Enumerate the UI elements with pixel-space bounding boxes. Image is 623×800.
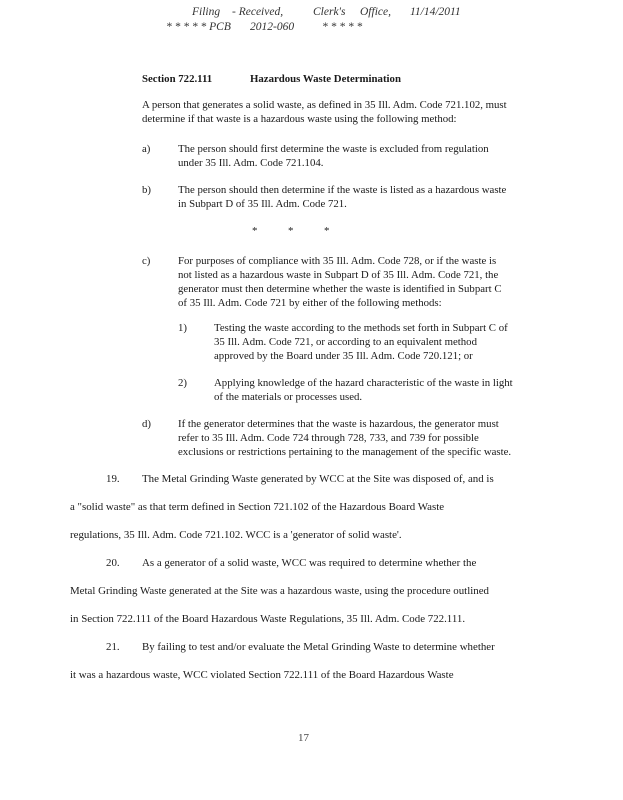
paragraph-19-line-2: a "solid waste" as that term defined in Section 721.102 of the Hazardous Board Waste bbox=[70, 501, 445, 513]
item-b-line-1: The person should then determine if the waste is listed as a hazardous waste bbox=[178, 184, 507, 196]
stamp-clerks: Clerk's bbox=[313, 6, 346, 18]
paragraph-21-number: 21. bbox=[106, 641, 120, 653]
item-c-line-3: generator must then determine whether the waste is identified in Subpart C bbox=[178, 283, 502, 295]
item-a-line-1: The person should first determine the waste is excluded from regulation bbox=[178, 143, 489, 155]
item-b-line-2: in Subpart D of 35 Ill. Adm. Code 721. bbox=[178, 198, 347, 210]
omission-star-1: * bbox=[252, 225, 258, 237]
paragraph-20-line-1: As a generator of a solid waste, WCC was required to determine whether the bbox=[142, 557, 477, 569]
stamp-filing: Filing bbox=[192, 6, 221, 18]
omission-star-2: * bbox=[288, 225, 294, 237]
paragraph-20-line-3: in Section 722.111 of the Board Hazardous Waste Regulations, 35 Ill. Adm. Code 722.111. bbox=[70, 613, 466, 625]
page-number: 17 bbox=[298, 732, 309, 744]
subitem-1-label: 1) bbox=[178, 322, 187, 334]
omission-star-3: * bbox=[324, 225, 330, 237]
item-c-line-2: not listed as a hazardous waste in Subpart D of 35 Ill. Adm. Code 721, the bbox=[178, 269, 499, 281]
section-number: Section 722.111 bbox=[142, 73, 213, 85]
item-c-label: c) bbox=[142, 255, 151, 267]
stamp-office: Office, bbox=[360, 6, 391, 18]
subitem-1-line-1: Testing the waste according to the methods set forth in Subpart C of bbox=[214, 322, 508, 334]
paragraph-20-number: 20. bbox=[106, 557, 120, 569]
item-a-line-2: under 35 Ill. Adm. Code 721.104. bbox=[178, 157, 324, 169]
section-title: Hazardous Waste Determination bbox=[250, 73, 401, 85]
subitem-1-line-3: approved by the Board under 35 Ill. Adm. Code 720.121; or bbox=[214, 350, 473, 362]
subitem-1-line-2: 35 Ill. Adm. Code 721, or according to an equivalent method bbox=[214, 336, 477, 348]
stamp-date: 11/14/2011 bbox=[410, 6, 461, 18]
paragraph-21-line-2: it was a hazardous waste, WCC violated Section 722.111 of the Board Hazardous Waste bbox=[70, 669, 454, 681]
stamp-stars: * * * * * bbox=[322, 21, 363, 33]
paragraph-21-line-1: By failing to test and/or evaluate the Metal Grinding Waste to determine whether bbox=[142, 641, 495, 653]
paragraph-19-line-1: The Metal Grinding Waste generated by WCC at the Site was disposed of, and is bbox=[142, 473, 494, 485]
section-intro-line-1: A person that generates a solid waste, as defined in 35 Ill. Adm. Code 721.102, must bbox=[142, 99, 507, 111]
paragraph-20-line-2: Metal Grinding Waste generated at the Site was a hazardous waste, using the procedure outlined bbox=[70, 585, 489, 597]
subitem-2-line-2: of the materials or processes used. bbox=[214, 391, 363, 403]
item-c-line-1: For purposes of compliance with 35 Ill. Adm. Code 728, or if the waste is bbox=[178, 255, 497, 267]
item-d-line-2: refer to 35 Ill. Adm. Code 724 through 728, 733, and 739 for possible bbox=[178, 432, 479, 444]
subitem-2-line-1: Applying knowledge of the hazard characteristic of the waste in light bbox=[214, 377, 513, 389]
item-b-label: b) bbox=[142, 184, 151, 196]
paragraph-19-number: 19. bbox=[106, 473, 120, 485]
section-intro-line-2: determine if that waste is a hazardous waste using the following method: bbox=[142, 113, 457, 125]
item-c-line-4: of 35 Ill. Adm. Code 721 by either of the following methods: bbox=[178, 297, 442, 309]
item-d-line-1: If the generator determines that the waste is hazardous, the generator must bbox=[178, 418, 499, 430]
stamp-pcb: * * * * * PCB bbox=[166, 21, 231, 33]
item-d-line-3: exclusions or restrictions pertaining to the management of the specific waste. bbox=[178, 446, 512, 458]
paragraph-19-line-3: regulations, 35 Ill. Adm. Code 721.102. WCC is a 'generator of solid waste'. bbox=[70, 529, 402, 541]
subitem-2-label: 2) bbox=[178, 377, 187, 389]
item-d-label: d) bbox=[142, 418, 151, 430]
item-a-label: a) bbox=[142, 143, 151, 155]
stamp-case-number: 2012-060 bbox=[250, 21, 295, 33]
stamp-received: - Received, bbox=[232, 6, 284, 18]
